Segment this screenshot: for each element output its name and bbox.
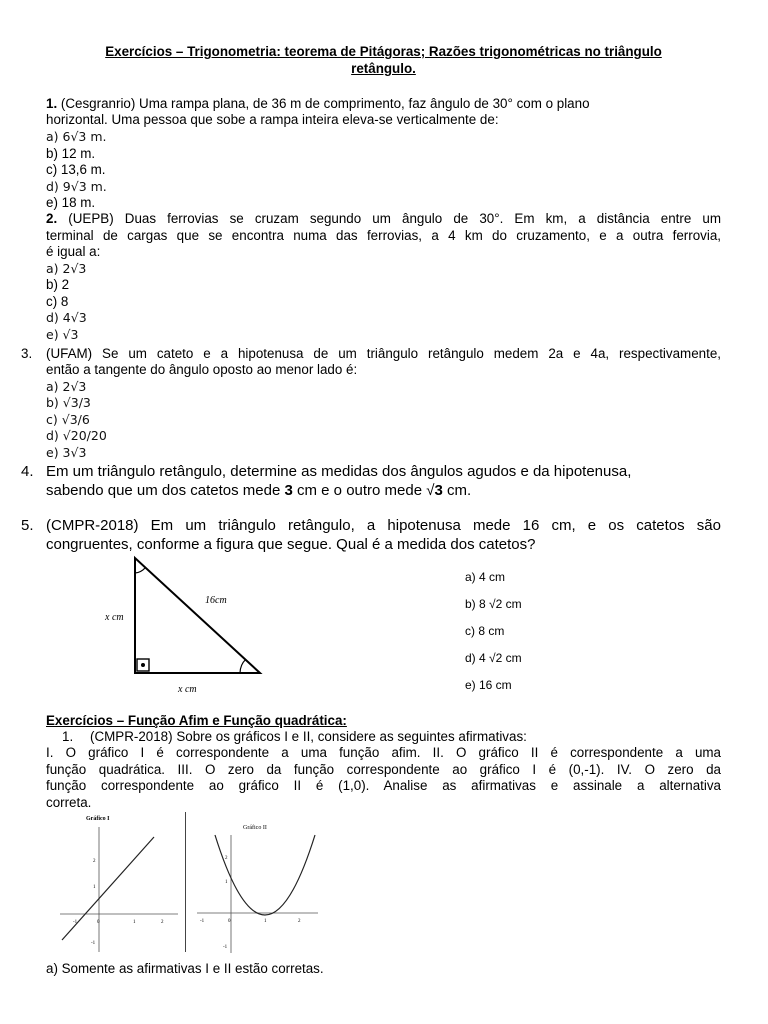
q2-option-e: e) √3: [46, 327, 79, 342]
q4-bold-3a: 3: [284, 482, 293, 499]
graph-2-xtick: 1: [264, 919, 267, 924]
q1-line2: horizontal. Uma pessoa que sobe a rampa inteira eleva-se verticalmente de:: [46, 112, 499, 127]
q3-option-e: e) 3√3: [46, 445, 87, 460]
q3-option-a: a) 2√3: [46, 379, 87, 394]
s2q1-line3: função quadrática. III. O zero da função correspondente ao gráfico I é (0,-1). IV. O zero da: [46, 762, 721, 777]
graph-2-xtick: 2: [298, 919, 301, 924]
q4-line2-c: cm e o outro mede √: [292, 482, 435, 499]
q2-option-c: c) 8: [46, 294, 69, 309]
q2-option-a: a) 2√3: [46, 261, 87, 276]
graph-2-parabola: [215, 835, 315, 915]
triangle-shape: [135, 558, 260, 673]
q5-number: 5.: [21, 517, 34, 534]
q5-line2: congruentes, conforme a figura que segue. Qual é a medida dos catetos?: [46, 536, 536, 553]
hypotenuse-label: 16cm: [205, 595, 227, 606]
q1-number: 1.: [46, 96, 58, 111]
q5-option-d: d) 4 √2 cm: [465, 651, 522, 665]
q2-line3: é igual a:: [46, 244, 101, 259]
graph-divider: [185, 812, 186, 952]
section-title: Exercícios – Função Afim e Função quadrática:: [46, 713, 347, 728]
s2q1-number: 1.: [62, 729, 74, 744]
s2q1-line2: I. O gráfico I é correspondente a uma função afim. II. O gráfico II é correspondente a uma: [46, 745, 721, 760]
graph-1-title: Gráfico I: [86, 816, 110, 822]
graph-1-xtick: 2: [161, 920, 164, 925]
q5-option-b: b) 8 √2 cm: [465, 597, 522, 611]
graph-1-ytick: -1: [91, 941, 96, 946]
graph-2-title: Gráfico II: [243, 825, 267, 831]
page-title: Exercícios – Trigonometria: teorema de Pitágoras; Razões trigonométricas no triângulo: [105, 44, 662, 59]
q3-line1: (UFAM) Se um cateto e a hipotenusa de um triângulo retângulo medem 2a e 4a, respectivamente,: [46, 346, 721, 361]
q1-option-d: d) 9√3 m.: [46, 179, 107, 194]
right-triangle-figure: [100, 553, 270, 698]
graph-1: [58, 812, 180, 957]
q1-option-c: c) 13,6 m.: [46, 162, 106, 177]
graph-2: [195, 815, 320, 955]
q4-line2-a: sabendo que um dos catetos mede: [46, 482, 285, 499]
q5-option-c: c) 8 cm: [465, 624, 505, 638]
q3-option-c: c) √3/6: [46, 412, 90, 427]
q3-number: 3.: [21, 346, 33, 361]
q4-line2: [46, 481, 471, 500]
q2-text: [46, 211, 721, 228]
q1-option-a: a) 6√3 m.: [46, 129, 107, 144]
graph-2-xtick: 0: [228, 919, 231, 924]
bottom-angle-arc: [240, 659, 246, 673]
page-title-cont: retângulo.: [351, 61, 416, 76]
graph-1-ytick: 1: [93, 885, 96, 890]
q2-line1: (UEPB) Duas ferrovias se cruzam segundo um ângulo de 30°. Em km, a distância entre um: [68, 211, 721, 226]
q2-number: 2.: [46, 211, 58, 226]
graph-1-xtick: 0: [97, 920, 100, 925]
vertical-leg-label: x cm: [105, 612, 124, 623]
q4-line1: Em um triângulo retângulo, determine as medidas dos ângulos agudos e da hipotenusa,: [46, 463, 632, 480]
graph-2-ytick: 2: [225, 856, 228, 861]
q5-option-e: e) 16 cm: [465, 678, 512, 692]
right-angle-dot: [141, 663, 145, 667]
q4-bold-3b: 3: [434, 482, 443, 499]
q1-option-b: b) 12 m.: [46, 146, 96, 161]
s2q1-line1: (CMPR-2018) Sobre os gráficos I e II, considere as seguintes afirmativas:: [90, 729, 527, 744]
graph-2-xtick: -1: [200, 919, 205, 924]
q1-option-e: e) 18 m.: [46, 195, 96, 210]
q4-number: 4.: [21, 463, 34, 480]
graph-1-xtick: 1: [133, 920, 136, 925]
q2-option-d: d) 4√3: [46, 310, 87, 325]
q3-option-d: d) √20/20: [46, 428, 107, 443]
s2q1-option-a: a) Somente as afirmativas I e II estão corretas.: [46, 961, 324, 976]
top-angle-arc: [135, 568, 145, 573]
graph-2-ytick: 1: [225, 880, 228, 885]
horizontal-leg-label: x cm: [178, 684, 197, 695]
graph-2-ytick: -1: [223, 945, 228, 950]
graph-1-ytick: 2: [93, 859, 96, 864]
q2-line2: terminal de cargas que se encontra numa das ferrovias, a 4 km do cruzamento, e a outra ferrovia,: [46, 228, 721, 243]
q5-option-a: a) 4 cm: [465, 570, 506, 584]
graph-1-xtick: -1: [73, 920, 78, 925]
q3-line2: então a tangente do ângulo oposto ao menor lado é:: [46, 362, 358, 377]
s2q1-line4: função correspondente ao gráfico II é (1,0). Analise as afirmativas e assinale a alternativa: [46, 778, 721, 793]
q3-option-b: b) √3/3: [46, 395, 91, 410]
q1-line1: (Cesgranrio) Uma rampa plana, de 36 m de comprimento, faz ângulo de 30° com o plano: [60, 96, 590, 111]
s2q1-line5: correta.: [46, 795, 92, 810]
q2-option-b: b) 2: [46, 277, 70, 292]
q1-text: [46, 96, 590, 113]
q4-line2-e: cm.: [442, 482, 472, 499]
q5-line1: (CMPR-2018) Em um triângulo retângulo, a hipotenusa mede 16 cm, e os catetos são: [46, 517, 721, 534]
